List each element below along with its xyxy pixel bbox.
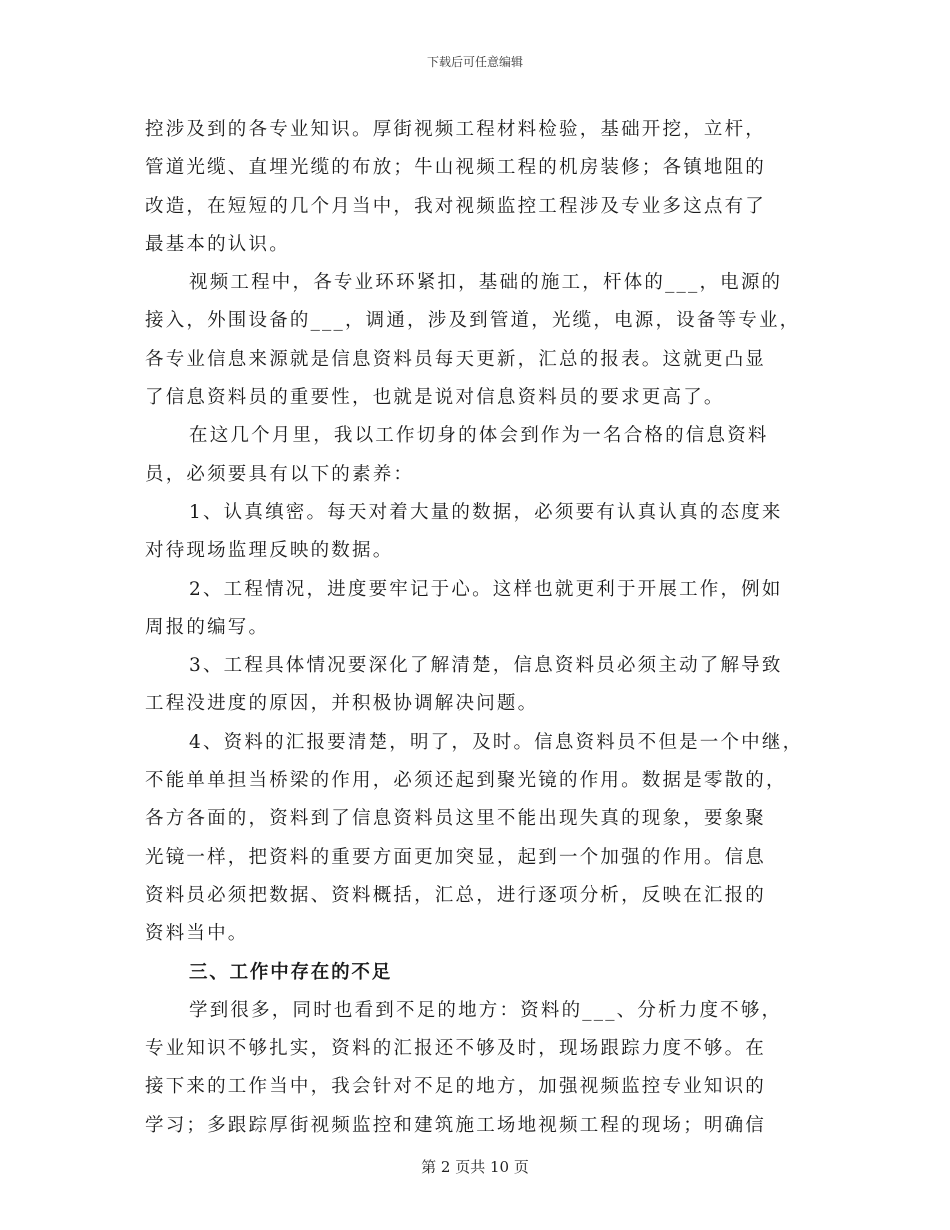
paragraph-line: 控涉及到的各专业知识。厚街视频工程材料检验，基础开挖，立杆， bbox=[145, 119, 767, 140]
paragraph-line: 管道光缆、直埋光缆的布放；牛山视频工程的机房装修；各镇地阻的 bbox=[145, 157, 767, 179]
paragraph-line: 2、工程情况，进度要牢记于心。这样也就更利于开展工作，例如 bbox=[189, 578, 783, 600]
paragraph-line: 工程没进度的原因，并积极协调解决问题。 bbox=[145, 693, 539, 715]
paragraph-line: 资料当中。 bbox=[145, 923, 249, 945]
paragraph-line: 改造，在短短的几个月当中，我对视频监控工程涉及专业多这点有了 bbox=[145, 195, 767, 217]
paragraph-line: 学习；多跟踪厚街视频监控和建筑施工场地视频工程的现场；明确信 bbox=[145, 1114, 767, 1136]
paragraph-line: 4、资料的汇报要清楚，明了，及时。信息资料员不但是一个中继， bbox=[189, 731, 804, 753]
paragraph-line: 在这几个月里，我以工作切身的体会到作为一名合格的信息资料 bbox=[189, 425, 769, 447]
section-heading: 三、工作中存在的不足 bbox=[189, 961, 393, 983]
paragraph-line: 资料员必须把数据、资料概括，汇总，进行逐项分析，反映在汇报的 bbox=[145, 884, 767, 906]
paragraph-line: 光镜一样，把资料的重要方面更加突显，起到一个加强的作用。信息 bbox=[145, 846, 767, 868]
paragraph-line: 视频工程中，各专业环环紧扣，基础的施工，杆体的___，电源的 bbox=[189, 272, 783, 294]
paragraph-line: 对待现场监理反映的数据。 bbox=[145, 540, 394, 562]
paragraph-line: 最基本的认识。 bbox=[145, 233, 290, 255]
paragraph-line: 员，必须要具有以下的素养： bbox=[145, 463, 415, 485]
paragraph-line: 1、认真缜密。每天对着大量的数据，必须要有认真认真的态度来 bbox=[189, 501, 783, 523]
paragraph-line: 各方各面的，资料到了信息资料员这里不能出现失真的现象，要象聚 bbox=[145, 808, 767, 830]
page-header: 下载后可任意编辑 bbox=[426, 55, 523, 69]
paragraph-line: 了信息资料员的重要性，也就是说对信息资料员的要求更高了。 bbox=[145, 387, 725, 409]
document-body bbox=[145, 111, 805, 1145]
paragraph-line: 专业知识不够扎实，资料的汇报还不够及时，现场跟踪力度不够。在 bbox=[145, 1038, 767, 1060]
paragraph-line: 学到很多，同时也看到不足的地方：资料的___、分析力度不够， bbox=[189, 999, 783, 1021]
page-footer: 第 2 页共 10 页 bbox=[421, 1158, 529, 1176]
paragraph-line: 接下来的工作当中，我会针对不足的地方，加强视频监控专业知识的 bbox=[145, 1076, 767, 1098]
paragraph-line: 周报的编写。 bbox=[145, 616, 270, 638]
paragraph-line: 不能单单担当桥梁的作用，必须还起到聚光镜的作用。数据是零散的， bbox=[145, 770, 787, 792]
paragraph-line: 接入，外围设备的___，调通，涉及到管道，光缆，电源，设备等专业， bbox=[145, 310, 801, 332]
paragraph-line: 各专业信息来源就是信息资料员每天更新，汇总的报表。这就更凸显 bbox=[145, 348, 767, 370]
paragraph-line: 3、工程具体情况要深化了解清楚，信息资料员必须主动了解导致 bbox=[189, 655, 783, 677]
